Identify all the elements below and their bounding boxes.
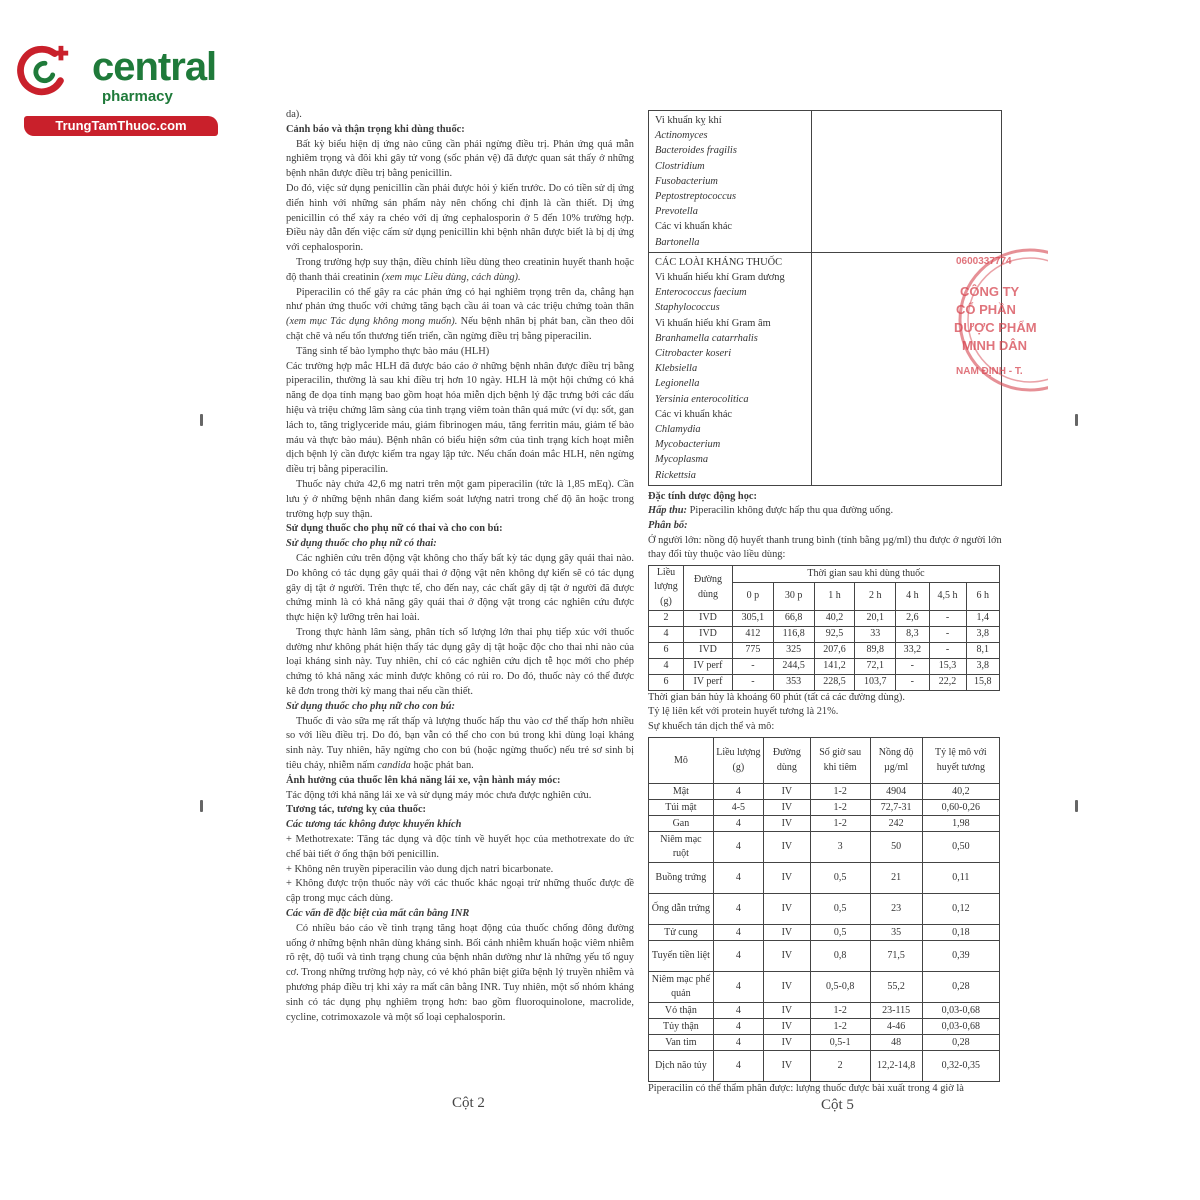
paragraph: Thuốc này chứa 42,6 mg natri trên một gam piperacilin (tức là 1,85 mEq). Cần lưu ý ở những bệnh nhân đang kiểm soát lượng natri trong chế độ ăn hoặc trong trường hợp suy thận.	[286, 478, 634, 520]
table-cell: 0,5	[810, 894, 870, 925]
empty-cell	[812, 111, 1002, 253]
table-cell: 207,6	[814, 642, 855, 658]
table-cell: 4	[713, 863, 763, 894]
margin-mark	[1075, 800, 1078, 812]
table-cell: 1,4	[966, 610, 999, 626]
time-header: 0 p	[733, 582, 774, 610]
column-header: Tỷ lệ mô với huyết tương	[922, 738, 999, 784]
table-cell: 71,5	[870, 941, 922, 972]
resistant-item: Legionella	[655, 378, 700, 390]
central-pharmacy-logo	[10, 38, 220, 138]
table-cell: 412	[733, 626, 774, 642]
table-row	[649, 894, 1000, 925]
table-cell: 103,7	[855, 674, 896, 690]
table-cell: 2	[810, 1051, 870, 1082]
table-cell: Buồng trứng	[649, 863, 714, 894]
table-row	[649, 1019, 1000, 1035]
table-cell: 0,28	[922, 1035, 999, 1051]
table-cell: Vỏ thận	[649, 1003, 714, 1019]
table-cell: 2	[649, 610, 684, 626]
column-5	[648, 110, 1004, 1097]
dialysis-text: Piperacilin có thể thẩm phân được: lượng thuốc được bài xuất trong 4 giờ là	[648, 1083, 964, 1095]
table-cell: Gan	[649, 816, 714, 832]
table-cell: 4	[713, 1003, 763, 1019]
logo-sub: pharmacy	[102, 88, 173, 105]
table-cell: 4	[713, 1019, 763, 1035]
table-cell: 15,3	[929, 658, 966, 674]
paragraph: Trong trường hợp suy thận, điều chỉnh liều dùng theo creatinin huyết thanh hoặc độ thanh thải creatinin (xem mục Liều dùng, cách dùng).	[286, 256, 634, 283]
table-cell: 4	[713, 941, 763, 972]
stamp-line: MINH DÂN	[962, 338, 1027, 353]
resistant-item: Vi khuẩn hiếu khí Gram dương	[655, 272, 785, 284]
organism-item: Actinomyces	[655, 130, 708, 142]
table-cell: IV	[763, 1051, 810, 1082]
table-cell: 8,3	[896, 626, 929, 642]
paragraph: Piperacilin có thể gây ra các phản ứng có hại nghiêm trọng trên da, chẳng hạn như phản ứng thuốc với chứng tăng bạch cầu ái toan và các triệu chứng toàn thân (xem mục Tác dụng không mong muốn). Nếu bệnh nhân bị phát ban, cần theo dõi chặt chẽ và nếu tổn thương tiến triển, cần ngừng điều trị bằng piperacilin.	[286, 286, 634, 342]
table-cell: 1-2	[810, 784, 870, 800]
table-cell: 0,60-0,26	[922, 800, 999, 816]
table-cell: 1-2	[810, 816, 870, 832]
column-header: Mô	[649, 738, 714, 784]
resistant-item: Vi khuẩn hiếu khí Gram âm	[655, 317, 771, 329]
resistant-item: Rickettsia	[655, 469, 696, 481]
table-cell: 3,8	[966, 626, 999, 642]
table-cell: -	[896, 674, 929, 690]
stamp-line: CÔNG TY	[960, 284, 1020, 299]
table-cell: 92,5	[814, 626, 855, 642]
header-route: Đường dùng	[684, 565, 733, 610]
table-cell: 72,1	[855, 658, 896, 674]
table-cell: 0,28	[922, 972, 999, 1003]
table-cell: 6	[649, 674, 684, 690]
table-cell: IV	[763, 832, 810, 863]
table-row	[649, 863, 1000, 894]
table-cell: 0,18	[922, 925, 999, 941]
serum-concentration-table	[648, 565, 1000, 691]
stamp-line: NAM ĐỊNH - T.	[956, 366, 1023, 377]
paragraph: Tăng sinh tế bào lympho thực bào máu (HLH)	[296, 345, 490, 357]
subheading: Sử dụng thuốc cho phụ nữ có thai:	[286, 538, 437, 550]
table-cell: 8,1	[966, 642, 999, 658]
table-cell: Niêm mạc ruột	[649, 832, 714, 863]
table-cell: 0,8	[810, 941, 870, 972]
time-header: 30 p	[773, 582, 814, 610]
table-cell: IV	[763, 925, 810, 941]
table-cell: 4-46	[870, 1019, 922, 1035]
time-header: 1 h	[814, 582, 855, 610]
resistant-list	[649, 252, 812, 485]
table-cell: 4	[649, 658, 684, 674]
table-cell: 48	[870, 1035, 922, 1051]
resistant-item: Yersinia enterocolitica	[655, 393, 749, 405]
resistant-item: Chlamydia	[655, 424, 701, 436]
table-row	[649, 1035, 1000, 1051]
table-cell: Túi mật	[649, 800, 714, 816]
table-row	[649, 610, 1000, 626]
table-cell: -	[896, 658, 929, 674]
table-cell: 40,2	[814, 610, 855, 626]
time-header: 4 h	[896, 582, 929, 610]
footer-column-2: Cột 2	[452, 1095, 485, 1111]
table-cell: 0,5-1	[810, 1035, 870, 1051]
table-cell: 1,98	[922, 816, 999, 832]
absorption: Hấp thu: Piperacilin không được hấp thu qua đường uống.	[648, 505, 894, 517]
table-cell: -	[929, 610, 966, 626]
stamp-code: 0600337774	[956, 256, 1012, 267]
table-cell: 12,2-14,8	[870, 1051, 922, 1082]
table-cell: IV perf	[684, 674, 733, 690]
organism-item: Các vi khuẩn khác	[655, 221, 733, 233]
paragraph: Các trường hợp mắc HLH đã được báo cáo ở những bệnh nhân được điều trị bằng piperacilin, thường là sau khi điều trị hơn 10 ngày. HLH là một hội chứng có khả năng đe dọa tính mạng bao gồm hoạt hóa miễn dịch bệnh lý đặc trưng bởi các dấu hiệu và triệu chứng lâm sàng của tình trạng viêm toàn thân quá mức (ví dụ: sốt, gan lách to, tăng triglyceride máu, giảm fibrinogen máu, tăng ferritin máu, giảm tế bào máu và thực bào máu). Bệnh nhân có biểu hiện sớm của tình trạng kích hoạt miễn dịch bệnh lý cần được kiểm tra ngay lập tức. Nếu chẩn đoán mắc HLH, nên ngừng điều trị bằng piperacilin.	[286, 360, 634, 476]
paragraph: da).	[286, 109, 302, 120]
table-cell: 1-2	[810, 1019, 870, 1035]
table-cell: 0,03-0,68	[922, 1003, 999, 1019]
table-row	[649, 658, 1000, 674]
subheading: Các tương tác không được khuyến khích	[286, 819, 462, 831]
table-cell: 55,2	[870, 972, 922, 1003]
table-cell: 6	[649, 642, 684, 658]
table-cell: -	[929, 626, 966, 642]
heading: Tương tác, tương kỵ của thuốc:	[286, 804, 427, 816]
table-cell: IV	[763, 941, 810, 972]
table-cell: 23-115	[870, 1003, 922, 1019]
table-cell: IVD	[684, 642, 733, 658]
table-cell: 3,8	[966, 658, 999, 674]
resistant-item: Mycoplasma	[655, 454, 709, 466]
heading: Ảnh hưởng của thuốc lên khả năng lái xe, vận hành máy móc:	[286, 774, 561, 786]
table-cell: Tuyến tiền liệt	[649, 941, 714, 972]
table-cell: 4	[713, 1035, 763, 1051]
table-cell: 33,2	[896, 642, 929, 658]
table-cell: 33	[855, 626, 896, 642]
table-row	[649, 642, 1000, 658]
table-cell: IV	[763, 784, 810, 800]
table-row	[649, 832, 1000, 863]
table-cell: 89,8	[855, 642, 896, 658]
adult-text: Ở người lớn: nồng độ huyết thanh trung bình (tính bằng µg/ml) thu được ở người lớn thay đổi tùy thuộc vào liều dùng:	[648, 534, 1002, 561]
table-cell: 0,39	[922, 941, 999, 972]
paragraph: + Không nên truyền piperacilin vào dung dịch natri bicarbonate.	[286, 863, 554, 875]
table-cell: 305,1	[733, 610, 774, 626]
subheading: Các vấn đề đặc biệt của mất cân bằng INR	[286, 908, 470, 920]
company-stamp	[952, 242, 1048, 392]
table-cell: 141,2	[814, 658, 855, 674]
organism-item: Prevotella	[655, 206, 698, 218]
resistant-item: CÁC LOÀI KHÁNG THUỐC	[655, 256, 783, 268]
heading: Cảnh báo và thận trọng khi dùng thuốc:	[286, 123, 465, 135]
table-cell: 0,5	[810, 863, 870, 894]
table-cell: 0,12	[922, 894, 999, 925]
resistant-item: Các vi khuẩn khác	[655, 408, 733, 420]
table-cell: 325	[773, 642, 814, 658]
margin-mark	[200, 800, 203, 812]
tissue-diffusion-table	[648, 737, 1000, 1082]
organism-item: Bacteroides fragilis	[655, 145, 737, 157]
table-row	[649, 626, 1000, 642]
bacteria-table	[648, 110, 1002, 486]
table-cell: IV	[763, 800, 810, 816]
table-row	[649, 816, 1000, 832]
column-header: Đường dùng	[763, 738, 810, 784]
anaerobe-list	[649, 111, 812, 253]
table-cell: 1-2	[810, 800, 870, 816]
table-cell: Van tim	[649, 1035, 714, 1051]
table-row	[649, 972, 1000, 1003]
table-cell: IV	[763, 1003, 810, 1019]
pharmacy-logo-icon	[16, 42, 74, 100]
organism-item: Clostridium	[655, 160, 705, 172]
resistant-item: Staphylococcus	[655, 302, 720, 314]
paragraph: + Không được trộn thuốc này với các thuốc khác ngoại trừ những thuốc được đề cập trong mục cách dùng.	[286, 878, 634, 905]
table-cell: 15,8	[966, 674, 999, 690]
paragraph: Có nhiều báo cáo về tình trạng tăng hoạt động của thuốc chống đông đường uống ở những bệnh nhân dùng kháng sinh. Bối cảnh nhiễm khuẩn hoặc viêm nhiễm rõ rệt, độ tuổi và tình trạng chung của bệnh nhân dường như là những yếu tố nguy cơ. Trong những trường hợp này, có vẻ khó phân biệt giữa bệnh lý truyền nhiễm và phương pháp điều trị khi xảy ra mất cân bằng INR. Tuy nhiên, một số nhóm kháng sinh có tác dụng phụ nghiêm trọng hơn: bao gồm fluoroquinolone, macrolide, cycline, cotrimoxazole và một số loại cephalosporin.	[286, 922, 634, 1023]
table-row	[649, 1051, 1000, 1082]
table-row	[649, 1003, 1000, 1019]
table-cell: 116,8	[773, 626, 814, 642]
table-cell: 4	[713, 925, 763, 941]
table-cell: 66,8	[773, 610, 814, 626]
resistant-item: Branhamella catarrhalis	[655, 332, 758, 344]
table-cell: Dịch não tủy	[649, 1051, 714, 1082]
table-cell: 20,1	[855, 610, 896, 626]
table-row	[649, 674, 1000, 690]
table-cell: -	[733, 674, 774, 690]
table-cell: 4	[713, 816, 763, 832]
table-cell: 22,2	[929, 674, 966, 690]
header-dose: Liều lượng (g)	[649, 565, 684, 610]
table-cell: 72,7-31	[870, 800, 922, 816]
table-cell: 242	[870, 816, 922, 832]
table-cell: 775	[733, 642, 774, 658]
paragraph: Thuốc đi vào sữa mẹ rất thấp và lượng thuốc hấp thu vào cơ thể thấp hơn nhiều so với liều điều trị. Do đó, bạn vẫn có thể cho con bú trong khi dùng loại kháng sinh này. Tuy nhiên, hãy ngừng cho con bú (hoặc ngừng thuốc) nếu trẻ sơ sinh bị tiêu chảy, nhiễm nấm candida hoặc phát ban.	[286, 715, 634, 772]
table-cell: IV	[763, 1035, 810, 1051]
column-header: Nồng độ µg/ml	[870, 738, 922, 784]
organism-item: Fusobacterium	[655, 175, 718, 187]
table-cell: -	[929, 642, 966, 658]
organism-item: Peptostreptococcus	[655, 191, 736, 203]
column-2-text	[286, 108, 634, 1025]
table-cell: IV	[763, 816, 810, 832]
resistant-item: Mycobacterium	[655, 439, 721, 451]
table-cell: IV perf	[684, 658, 733, 674]
table-cell: 0,5	[810, 925, 870, 941]
half-life: Thời gian bán hủy là khoảng 60 phút (tất cả các đường dùng).	[648, 691, 905, 703]
table-cell: 4-5	[713, 800, 763, 816]
paragraph: Trong thực hành lâm sàng, phân tích số lượng lớn thai phụ tiếp xúc với thuốc dường như không phát hiện thấy tác dụng gây dị tật hoặc độc cho thai nhi nào của loại kháng sinh này. Tuy nhiên, chỉ có các nghiên cứu dịch tễ học mới cho phép chứng tỏ khả năng xác minh được không có rủi ro. Do đó, thuốc này có thể được kê đơn trong thời kỳ mang thai nếu cần thiết.	[286, 626, 634, 698]
paragraph: Tác động tới khả năng lái xe và sử dụng máy móc chưa được nghiên cứu.	[286, 789, 592, 801]
paragraph: Các nghiên cứu trên động vật không cho thấy bất kỳ tác dụng gây quái thai nào. Do không có tác dụng gây quái thai ở động vật nên không dự kiến sẽ có tác dụng gây dị tật ở người. Trên thực tế, cho đến nay, các chất gây dị tật ở người đã được chứng minh là có khả năng gây quái thai ở động vật trong các nghiên cứu được thực hiện kỹ lưỡng trên hai loài.	[286, 552, 634, 624]
time-header: 2 h	[855, 582, 896, 610]
table-cell: Ống dẫn trứng	[649, 894, 714, 925]
protein-binding: Tỷ lệ liên kết với protein huyết tương là 21%.	[648, 706, 839, 718]
table-cell: 228,5	[814, 674, 855, 690]
table-cell: 0,5-0,8	[810, 972, 870, 1003]
table-cell: -	[733, 658, 774, 674]
table-row	[649, 784, 1000, 800]
table-cell: Mật	[649, 784, 714, 800]
margin-mark	[200, 414, 203, 426]
column-header: Số giờ sau khi tiêm	[810, 738, 870, 784]
table-cell: Tử cung	[649, 925, 714, 941]
paragraph: Bất kỳ biểu hiện dị ứng nào cũng cần phải ngừng điều trị. Phản ứng quá mẫn nghiêm trọng và đôi khi gây tử vong (sốc phản vệ) đã được quan sát thấy ở những bệnh nhân được điều trị bằng penicillin.	[286, 138, 634, 180]
table-cell: IV	[763, 972, 810, 1003]
table-cell: 21	[870, 863, 922, 894]
table-cell: 4	[713, 972, 763, 1003]
table-cell: 4	[713, 784, 763, 800]
table-cell: 35	[870, 925, 922, 941]
stamp-line: DƯỢC PHẨM	[954, 320, 1037, 335]
time-header: 4,5 h	[929, 582, 966, 610]
heading: Sử dụng thuốc cho phụ nữ có thai và cho con bú:	[286, 523, 503, 535]
margin-mark	[1075, 414, 1078, 426]
distribution-label: Phân bố:	[648, 520, 688, 532]
paragraph: Do đó, việc sử dụng penicillin cần phải được hỏi ý kiến trước. Do có tiền sử dị ứng điển hình với những sản phẩm này nên chống chỉ định là cần thiết. Dị ứng penicillin có thể xảy ra chéo với dị ứng cephalosporin ở 5 đến 10% trường hợp. Điều này dẫn đến việc cấm sử dụng penicillin khi bệnh nhân được biết là bị dị ứng với cephalosporin.	[286, 182, 634, 254]
table-cell: IV	[763, 894, 810, 925]
resistant-item: Klebsiella	[655, 363, 698, 375]
table-cell: 23	[870, 894, 922, 925]
table-cell: IVD	[684, 626, 733, 642]
table-cell: 353	[773, 674, 814, 690]
table-cell: 244,5	[773, 658, 814, 674]
stamp-line: CỔ PHẦN	[956, 302, 1016, 317]
table-cell: IVD	[684, 610, 733, 626]
table-cell: 0,11	[922, 863, 999, 894]
table-row	[649, 925, 1000, 941]
table-cell: 1-2	[810, 1003, 870, 1019]
header-time: Thời gian sau khi dùng thuốc	[733, 565, 1000, 582]
table-cell: 50	[870, 832, 922, 863]
table-row	[649, 941, 1000, 972]
footer-column-5: Cột 5	[821, 1097, 854, 1113]
logo-url: TrungTamThuoc.com	[24, 116, 218, 136]
time-header: 6 h	[966, 582, 999, 610]
column-header: Liều lượng (g)	[713, 738, 763, 784]
table-cell: 4	[713, 832, 763, 863]
table-cell: 4	[713, 894, 763, 925]
pk-heading: Đặc tính dược động học:	[648, 490, 757, 502]
table-cell: 2,6	[896, 610, 929, 626]
table-cell: Tủy thận	[649, 1019, 714, 1035]
organism-item: Bartonella	[655, 236, 700, 248]
resistant-item: Citrobacter koseri	[655, 348, 732, 360]
table-cell: 0,50	[922, 832, 999, 863]
organism-item: Vi khuẩn kỵ khí	[655, 115, 722, 126]
table-cell: 3	[810, 832, 870, 863]
table-cell: IV	[763, 863, 810, 894]
table-row	[649, 800, 1000, 816]
logo-brand: central	[92, 45, 217, 89]
subheading: Sử dụng thuốc cho phụ nữ cho con bú:	[286, 700, 455, 712]
table-cell: 0,03-0,68	[922, 1019, 999, 1035]
paragraph: + Methotrexate: Tăng tác dụng và độc tính về huyết học của methotrexate do ức chế bài tiết ở ống thận bởi penicillin.	[286, 834, 634, 860]
table-cell: 0,32-0,35	[922, 1051, 999, 1082]
table-cell: 4	[649, 626, 684, 642]
diffusion-heading: Sự khuếch tán dịch thể và mô:	[648, 720, 775, 732]
table-cell: 40,2	[922, 784, 999, 800]
table-cell: 4904	[870, 784, 922, 800]
table-cell: IV	[763, 1019, 810, 1035]
table-cell: Niêm mạc phế quản	[649, 972, 714, 1003]
table-cell: 4	[713, 1051, 763, 1082]
resistant-item: Enterococcus faecium	[655, 287, 747, 299]
